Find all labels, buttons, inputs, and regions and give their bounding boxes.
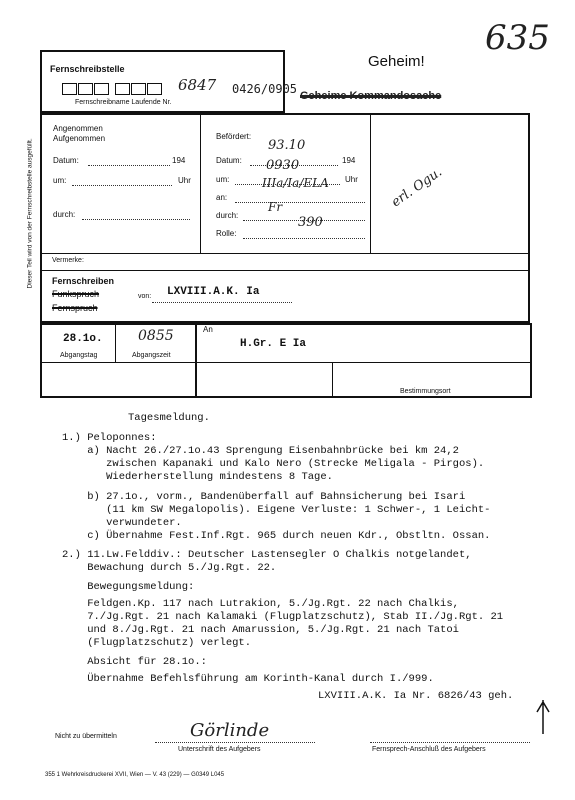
body-line-1: 1.) Peloponnes: xyxy=(62,432,157,444)
dispatch-frame xyxy=(40,323,532,398)
signature: Görlinde xyxy=(190,720,270,741)
aufgenommen-label: Aufgenommen xyxy=(53,134,106,143)
forwarded-year: 194 xyxy=(342,156,356,165)
message-type-fernspruch: Fernspruch xyxy=(52,303,98,313)
befoerdert-label: Befördert: xyxy=(216,132,252,141)
footer-left: Nicht zu übermitteln xyxy=(55,733,117,740)
body-signature-line: LXVIII.A.K. Ia Nr. 6826/43 geh. xyxy=(318,690,514,702)
handwritten-number: 6847 xyxy=(178,76,217,94)
received-datum-label: Datum: xyxy=(53,156,79,165)
hw-forward-durch: Fr xyxy=(268,200,283,214)
name-boxes xyxy=(62,82,163,100)
forwarded-uhr: Uhr xyxy=(345,175,358,184)
body-line-15: (Flugplatzschutz) verlegt. xyxy=(62,637,252,649)
name-nr-label: Fernschreibname Laufende Nr. xyxy=(75,99,172,106)
hw-forward-um: 0930 xyxy=(266,158,300,173)
body-line-10: Bewachung durch 5./Jg.Rgt. 22. xyxy=(62,562,277,574)
hw-forward-an: IIIa/Ia/ELA xyxy=(262,176,329,190)
margin-mark-icon xyxy=(533,698,553,738)
body-line-16: Absicht für 28.1o.: xyxy=(62,656,207,668)
received-durch-label: durch: xyxy=(53,210,76,219)
forwarded-an-label: an: xyxy=(216,193,228,202)
received-um-label: um: xyxy=(53,176,67,185)
hw-forward-datum: 93.10 xyxy=(268,138,306,153)
von-label: von: xyxy=(138,293,152,300)
message-type-funkspruch: Funkspruch xyxy=(52,289,100,299)
body-line-9: 2.) 11.Lw.Felddiv.: Deutscher Lastensegler O Chalkis notgelandet, xyxy=(62,549,472,561)
hw-forward-rolle: 390 xyxy=(298,215,323,230)
sender: LXVIII.A.K. Ia xyxy=(167,286,260,298)
forwarded-durch-label: durch: xyxy=(216,211,239,220)
angenommen-label: Angenommen xyxy=(53,124,103,133)
body-line-7: verwundeter. xyxy=(62,517,182,529)
body-line-8: c) Übernahme Fest.Inf.Rgt. 965 durch neuen Kdr., Obstltn. Ossan. xyxy=(62,530,491,542)
hw-side-note: erl. Ogu. xyxy=(388,164,445,211)
struck-classification: Geheime Kommandosache xyxy=(300,90,442,102)
forwarded-datum-label: Datum: xyxy=(216,156,242,165)
destination-label: Bestimmungsort xyxy=(400,388,451,395)
received-year: 194 xyxy=(172,156,186,165)
body-line-11: Bewegungsmeldung: xyxy=(62,581,195,593)
body-line-12: Feldgen.Kp. 117 nach Lutrakion, 5./Jg.Rgt. 22 nach Chalkis, xyxy=(62,598,459,610)
received-uhr: Uhr xyxy=(178,176,191,185)
document-number: 635 xyxy=(485,18,550,58)
body-line-3: zwischen Kapanaki und Kalo Nero (Strecke Meligala - Pirgos). xyxy=(62,458,485,470)
body-title: Tagesmeldung. xyxy=(128,412,210,424)
body-line-4: Wiederherstellung mindestens 8 Tage. xyxy=(62,471,333,483)
classification-stamp: Geheim! xyxy=(368,53,425,70)
body-line-5: b) 27.1o., vorm., Bandenüberfall auf Bahnsicherung bei Isari xyxy=(62,491,466,503)
body-line-6: (11 km SW Megalopolis). Eigene Verluste: 1 Schwer-, 1 Leicht- xyxy=(62,504,491,516)
body-line-2: a) Nacht 26./27.1o.43 Sprengung Eisenbahnbrücke bei km 24,2 xyxy=(62,445,459,457)
footer-right: Fernsprech-Anschluß des Aufgebers xyxy=(372,746,486,753)
body-line-13: 7./Jg.Rgt. 21 nach Kalamaki (Flugplatzschutz), Stab II./Jg.Rgt. 21 xyxy=(62,611,504,623)
printer-line: 355 1 Wehrkreisdruckerei XVII, Wien — V. 43 (229) — G0349 L045 xyxy=(45,772,225,778)
vermerke-label: Vermerke: xyxy=(52,257,84,264)
dispatch-time-label: Abgangszeit xyxy=(132,352,171,359)
side-note: Dieser Teil wird von der Fernschreibstelle ausgefüllt. xyxy=(26,138,34,289)
handwritten-ref: 0426/0905 xyxy=(232,82,298,96)
dispatch-date: 28.1o. xyxy=(63,333,103,345)
dispatch-date-label: Abgangstag xyxy=(60,352,98,359)
footer-mid: Unterschrift des Aufgebers xyxy=(178,746,261,753)
forwarded-rolle-label: Rolle: xyxy=(216,229,237,238)
body-line-17: Übernahme Befehlsführung am Korinth-Kanal durch I./999. xyxy=(62,673,434,685)
an-label: An xyxy=(203,325,213,334)
message-type-fernschreiben: Fernschreiben xyxy=(52,276,115,286)
forwarded-um-label: um: xyxy=(216,175,230,184)
recipient: H.Gr. E Ia xyxy=(240,338,307,350)
header-title: Fernschreibstelle xyxy=(50,64,125,74)
body-line-14: und 8./Jg.Rgt. 21 nach Amarussion, 5./Jg.Rgt. 21 nach Tatoi xyxy=(62,624,459,636)
dispatch-time: 0855 xyxy=(138,328,174,344)
